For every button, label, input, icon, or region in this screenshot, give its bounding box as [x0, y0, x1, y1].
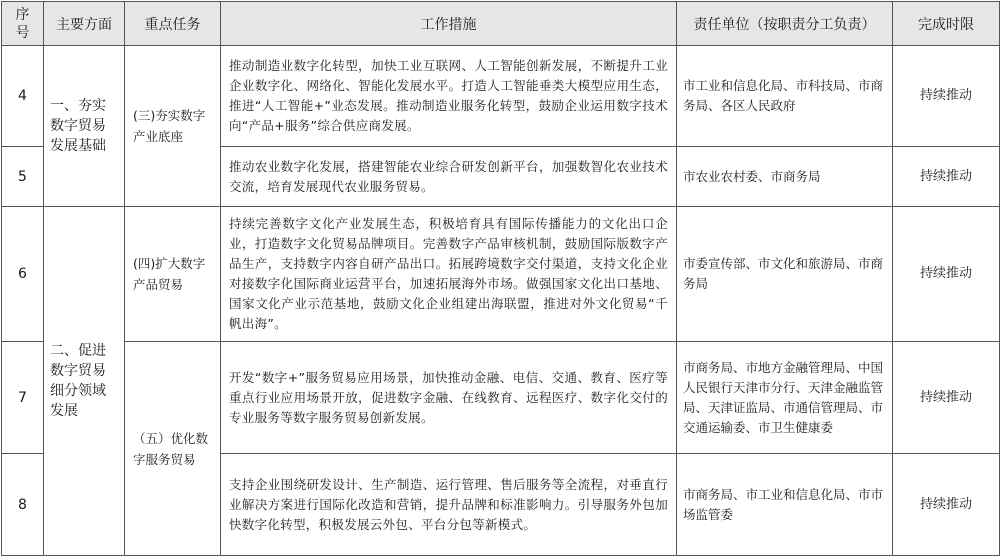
- measures-cell: 持续完善数字文化产业发展生态，积极培育具有国际传播能力的文化出口企业，打造数字文化贸易品牌项目。完善数字产品审核机制，鼓励国际版数字产品生产，支持数字内容自研产品出口。拓展跨境数字交付渠道，支持文化企业对接数字化国际商业运营平台，加速拓展海外市场。做强国家文化出口基地、国家文化产业示范基地，鼓励文化企业组建出海联盟，推进对外文化贸易“千帆出海”。: [221, 207, 677, 342]
- header-task: 重点任务: [125, 2, 221, 46]
- responsible-cell: 市商务局、市工业和信息化局、市市场监管委: [677, 454, 893, 556]
- responsible-cell: 市工业和信息化局、市科技局、市商务局、各区人民政府: [677, 46, 893, 147]
- measures-cell: 支持企业围绕研发设计、生产制造、运行管理、售后服务等全流程，对垂直行业解决方案进行国际化改造和营销，提升品牌和标准影响力。引导服务外包加快数字化转型，积极发展云外包、平台分包等新模式。: [221, 454, 677, 556]
- policy-table: [1, 1, 1000, 556]
- deadline-cell: 持续推动: [893, 454, 1000, 556]
- header-seq: 序号: [2, 2, 44, 46]
- task-cell: （五）优化数字服务贸易: [125, 342, 221, 556]
- deadline-cell: 持续推动: [893, 207, 1000, 342]
- row-seq: 5: [2, 147, 44, 207]
- header-row: [2, 2, 1000, 46]
- row-seq: 6: [2, 207, 44, 342]
- measures-cell: 推动农业数字化发展，搭建智能农业综合研发创新平台，加强数智化农业技术交流，培育发展现代农业服务贸易。: [221, 147, 677, 207]
- responsible-cell: 市商务局、市地方金融管理局、中国人民银行天津市分行、天津金融监管局、天津证监局、市通信管理局、市交通运输委、市卫生健康委: [677, 342, 893, 454]
- row-seq: 7: [2, 342, 44, 454]
- deadline-cell: 持续推动: [893, 147, 1000, 207]
- task-cell: (三)夯实数字产业底座: [125, 46, 221, 207]
- row-seq: 8: [2, 454, 44, 556]
- deadline-cell: 持续推动: [893, 46, 1000, 147]
- header-area: 主要方面: [44, 2, 125, 46]
- responsible-cell: 市农业农村委、市商务局: [677, 147, 893, 207]
- table-row: [2, 46, 1000, 147]
- area-cell: 一、夯实数字贸易发展基础: [44, 46, 125, 207]
- row-seq: 4: [2, 46, 44, 147]
- table-row: [2, 207, 1000, 342]
- policy-table-container: [1, 1, 999, 555]
- measures-cell: 推动制造业数字化转型，加快工业互联网、人工智能创新发展，不断提升工业企业数字化、网络化、智能化发展水平。打造人工智能垂类大模型应用生态，推进“人工智能+”业态发展。推动制造业服务化转型，鼓励企业运用数字技术向“产品+服务”综合供应商发展。: [221, 46, 677, 147]
- task-cell: (四)扩大数字产品贸易: [125, 207, 221, 342]
- header-deadline: 完成时限: [893, 2, 1000, 46]
- area-cell: 二、促进数字贸易细分领域发展: [44, 207, 125, 556]
- header-measures: 工作措施: [221, 2, 677, 46]
- header-responsible: 责任单位（按职责分工负责）: [677, 2, 893, 46]
- table-row: [2, 342, 1000, 454]
- measures-cell: 开发“数字+”服务贸易应用场景，加快推动金融、电信、交通、教育、医疗等重点行业应用场景开放，促进数字金融、在线教育、远程医疗、数字化交付的专业服务等数字服务贸易创新发展。: [221, 342, 677, 454]
- responsible-cell: 市委宣传部、市文化和旅游局、市商务局: [677, 207, 893, 342]
- deadline-cell: 持续推动: [893, 342, 1000, 454]
